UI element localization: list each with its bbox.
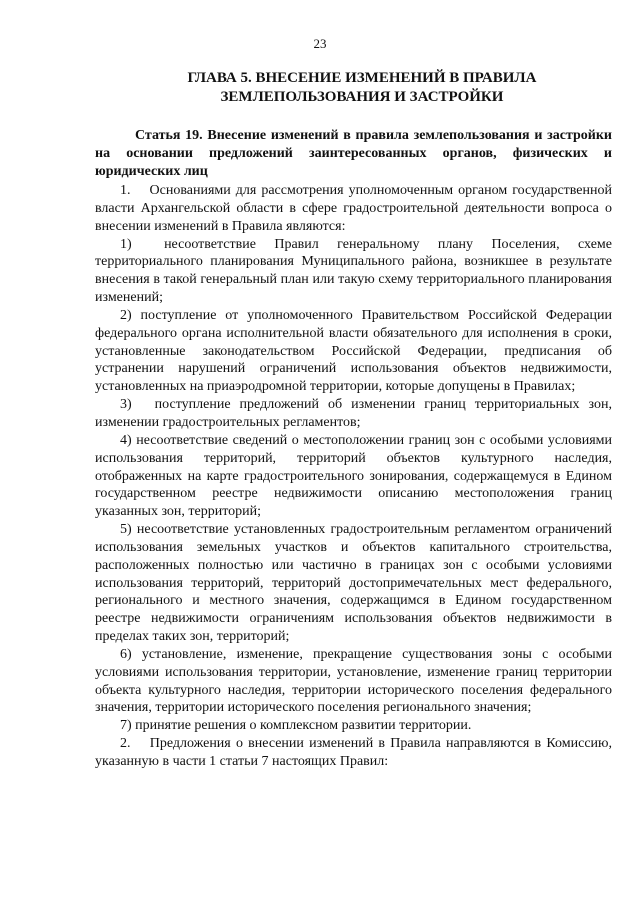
list-item-1: 1) несоответствие Правил генеральному плану Поселения, схеме территориального планирования Муниципального района, возникшее в результате внесения в такой генеральный план или такую схему территориального планирования изменений; (95, 236, 612, 306)
list-item-6: 6) установление, изменение, прекращение существования зоны с особыми условиями использования территории, установление, изменение границ территории объекта культурного наследия, территории исторического поселения федерального значения, территории исторического поселения регионального значения; (95, 646, 612, 716)
list-item-7: 7) принятие решения о комплексном развитии территории. (120, 718, 472, 734)
article-title: Статья 19. Внесение изменений в правила землепользования и застройки на основании предложений заинтересованных органов, физических и юридических лиц (95, 128, 612, 179)
paragraph-2: 2. Предложения о внесении изменений в Правила направляются в Комиссию, указанную в части 1 статьи 7 настоящих Правил: (95, 736, 612, 769)
list-item-5: 5) несоответствие установленных градостроительным регламентом ограничений использования земельных участков и объектов капитального строительства, расположенных полностью или частично в границах зон с особыми условиями использования территорий, территорий достопримечательных мест федерального, регионального и местного значения, содержащимся в Едином государственном реестре недвижимости ограничениям использования объектов недвижимости в пределах таких зон, территорий; (95, 522, 612, 645)
page-number: 23 (313, 36, 327, 51)
list-item-4: 4) несоответствие сведений о местоположении границ зон с особыми условиями использования территорий, территорий объектов культурного наследия, отображенных на карте градостроительного зонирования, содержащемуся в Едином государственном реестре недвижимости описанию местоположения границ указанных зон, территорий; (95, 432, 612, 520)
list-item-3: 3) поступление предложений об изменении границ территориальных зон, изменении градостроительных регламентов; (95, 397, 612, 430)
paragraph-1: 1. Основаниями для рассмотрения уполномоченным органом государственной власти Архангельской области в сфере градостроительной деятельности вопроса о внесении изменений в Правила являются: (95, 183, 612, 234)
list-item-2: 2) поступление от уполномоченного Правительством Российской Федерации федерального органа исполнительной власти обязательного для исполнения в сроки, установленные законодательством Российской Федерации, предписания об устранении нарушений ограничений использования объектов недвижимости, установленных на приаэродромной территории, которые допущены в Правилах; (95, 307, 612, 395)
article-body (95, 182, 612, 771)
chapter-title: ГЛАВА 5. ВНЕСЕНИЕ ИЗМЕНЕНИЙ В ПРАВИЛА ЗЕМЛЕПОЛЬЗОВАНИЯ И ЗАСТРОЙКИ (187, 70, 537, 105)
